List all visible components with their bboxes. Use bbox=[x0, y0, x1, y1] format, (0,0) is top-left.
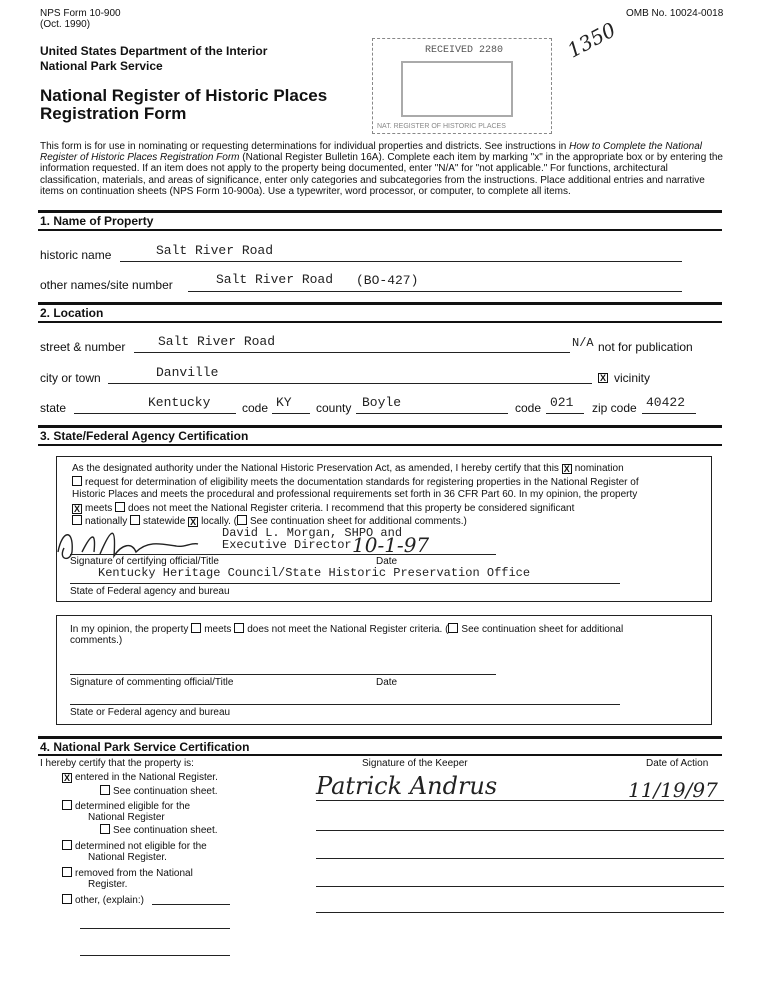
commenting-date-label: Date bbox=[376, 677, 398, 688]
opinion-meets-checkbox[interactable] bbox=[191, 623, 201, 633]
nfp-label: not for publication bbox=[598, 340, 693, 354]
cert-line-1: As the designated authority under the National Historic Preservation Act, as amended, I hereby certify that this X nomination bbox=[72, 463, 624, 474]
form-subtitle: Registration Form bbox=[40, 104, 187, 123]
county-label: county bbox=[316, 401, 352, 415]
other-names-value: Salt River Road bbox=[216, 272, 334, 287]
nomination-checkbox[interactable]: X bbox=[563, 464, 570, 474]
county-code-label: code bbox=[515, 401, 542, 415]
zip-value: 40422 bbox=[646, 395, 686, 410]
opinion-not-meet-checkbox[interactable] bbox=[234, 623, 244, 633]
historic-name-line bbox=[120, 261, 682, 262]
section-bar bbox=[38, 754, 722, 756]
keeper-line-3 bbox=[316, 858, 724, 859]
form-number: NPS Form 10-900 bbox=[40, 8, 121, 19]
historic-name-value: Salt River Road bbox=[156, 243, 274, 258]
see-continuation-2: See continuation sheet. bbox=[100, 824, 218, 836]
removed-checkbox[interactable] bbox=[62, 867, 72, 877]
keeper-line-2 bbox=[316, 830, 724, 831]
signature-line bbox=[70, 554, 496, 555]
keeper-label: Signature of the Keeper bbox=[362, 758, 468, 769]
other-names-label: other names/site number bbox=[40, 278, 173, 292]
other-line-3 bbox=[80, 955, 230, 956]
section-bar bbox=[38, 229, 722, 231]
determination-checkbox[interactable] bbox=[72, 476, 82, 486]
county-value: Boyle bbox=[362, 395, 402, 410]
street-label: street & number bbox=[40, 340, 126, 354]
date-of-action-label: Date of Action bbox=[646, 758, 709, 769]
state-value: Kentucky bbox=[148, 395, 211, 410]
vicinity-label: vicinity bbox=[614, 371, 651, 385]
signer-title: Executive Director bbox=[222, 538, 352, 552]
entered-option: X entered in the National Register. bbox=[63, 772, 218, 783]
opinion-continuation-checkbox[interactable] bbox=[448, 623, 458, 633]
code-line bbox=[272, 413, 310, 414]
not-eligible-checkbox[interactable] bbox=[62, 840, 72, 850]
stamp-inner-box bbox=[401, 61, 513, 117]
other-names-line bbox=[188, 291, 682, 292]
service-name: National Park Service bbox=[40, 59, 163, 73]
commenting-label: Signature of commenting official/Title bbox=[70, 677, 234, 688]
vicinity-checkbox[interactable] bbox=[598, 369, 611, 383]
agency-value: Kentucky Heritage Council/State Historic Preservation Office bbox=[98, 566, 531, 580]
city-line bbox=[108, 383, 592, 384]
street-value: Salt River Road bbox=[158, 334, 276, 349]
received-stamp bbox=[372, 38, 552, 134]
handwritten-number: 1350 bbox=[563, 17, 620, 63]
keeper-line-5 bbox=[316, 912, 724, 913]
eligible-option: determined eligible for the bbox=[62, 800, 190, 812]
not-eligible-label-2: National Register. bbox=[88, 852, 167, 863]
form-title: National Register of Historic Places bbox=[40, 86, 328, 105]
section4-heading: 4. National Park Service Certification bbox=[40, 740, 250, 754]
entered-checkbox[interactable]: X bbox=[63, 773, 70, 783]
see-continuation-1: See continuation sheet. bbox=[100, 785, 218, 797]
other-line-1 bbox=[152, 904, 230, 905]
cert-line-4: X meets does not meet the National Register criteria. I recommend that this property be considered significant bbox=[73, 503, 575, 514]
section-bar bbox=[38, 444, 722, 446]
continuation-checkbox-2[interactable] bbox=[100, 824, 110, 834]
zip-label: zip code bbox=[592, 401, 637, 415]
does-not-meet-checkbox[interactable] bbox=[115, 502, 125, 512]
zip-line bbox=[642, 413, 696, 414]
agency-line bbox=[70, 583, 620, 584]
intro-paragraph: This form is for use in nominating or requesting determinations for individual properties and districts. See instructions in How to Complete the National Register of Historic Places Registration Form (National Register Bulletin 16A). Complete each item by marking "x" in the appropriate box or by entering the information requested. If an item does not apply to the property being documented, enter "N/A" for "not applicable." For functions, architectural classification, materials, and areas of significance, enter only categories and subcategories from the instructions. Place additional entries and narrative items on continuation sheets (NPS Form 10-900a). Use a typewriter, word processor, or computer, to complete all items. bbox=[40, 141, 723, 197]
eligible-label-2: National Register bbox=[88, 812, 165, 823]
cert-line-2: request for determination of eligibility meets the documentation standards for registering properties in the National Register of bbox=[72, 476, 639, 488]
vicinity-check: X bbox=[599, 373, 606, 383]
keeper-line-4 bbox=[316, 886, 724, 887]
date-label: Date bbox=[376, 556, 398, 567]
certification-date: 10-1-97 bbox=[352, 533, 430, 557]
continuation-checkbox[interactable] bbox=[237, 515, 247, 525]
city-value: Danville bbox=[156, 365, 219, 380]
section-bar bbox=[38, 210, 722, 213]
section-bar bbox=[38, 321, 722, 323]
opinion-line-2: comments.) bbox=[70, 635, 123, 646]
section2-heading: 2. Location bbox=[40, 306, 104, 320]
commenting-signature-line bbox=[70, 674, 496, 675]
county-line bbox=[356, 413, 508, 414]
county-code-value: 021 bbox=[550, 395, 574, 410]
department-name: United States Department of the Interior bbox=[40, 44, 268, 58]
continuation-checkbox-1[interactable] bbox=[100, 785, 110, 795]
site-number-value: (BO-427) bbox=[356, 273, 419, 288]
certify-label: I hereby certify that the property is: bbox=[40, 758, 194, 769]
meets-checkbox[interactable]: X bbox=[73, 504, 80, 514]
other-line-2 bbox=[80, 928, 230, 929]
city-label: city or town bbox=[40, 371, 101, 385]
stamp-received-text: RECEIVED 2280 bbox=[425, 45, 504, 56]
section-bar bbox=[38, 425, 722, 428]
form-date: (Oct. 1990) bbox=[40, 19, 91, 30]
agency-label: State of Federal agency and bureau bbox=[70, 586, 230, 597]
code-value: KY bbox=[276, 395, 292, 410]
code-label: code bbox=[242, 401, 269, 415]
eligible-checkbox[interactable] bbox=[62, 800, 72, 810]
state-line bbox=[74, 413, 236, 414]
street-line bbox=[134, 352, 570, 353]
agency2-label: State or Federal agency and bureau bbox=[70, 707, 231, 718]
section-bar bbox=[38, 736, 722, 739]
locally-checkbox[interactable]: X bbox=[190, 517, 197, 527]
opinion-line-1: In my opinion, the property meets does not meet the National Register criteria. ( See continuation sheet for additional bbox=[70, 624, 624, 635]
cert-line-5: nationally statewide X locally. ( See continuation sheet for additional comments.) bbox=[72, 515, 467, 527]
removed-option: removed from the National bbox=[62, 867, 193, 879]
agency2-line bbox=[70, 704, 620, 705]
section3-heading: 3. State/Federal Agency Certification bbox=[40, 429, 249, 443]
signature-label: Signature of certifying official/Title bbox=[70, 556, 219, 567]
signer-name: David L. Morgan, SHPO and bbox=[222, 526, 403, 540]
keeper-line-1 bbox=[316, 800, 724, 801]
keeper-signature: Patrick Andrus bbox=[316, 772, 498, 800]
historic-name-label: historic name bbox=[40, 248, 112, 262]
stamp-bottom-text: NAT. REGISTER OF HISTORIC PLACES bbox=[377, 123, 506, 130]
omb-number: OMB No. 10024-0018 bbox=[626, 8, 724, 19]
other-checkbox[interactable] bbox=[62, 894, 72, 904]
nfp-value: N/A bbox=[572, 336, 594, 350]
county-code-line bbox=[546, 413, 584, 414]
action-date: 11/19/97 bbox=[628, 778, 718, 802]
cert-line-3: Historic Places and meets the procedural and professional requirements set forth in 36 CFR Part 60. In my opinion, the property bbox=[72, 489, 638, 500]
section1-heading: 1. Name of Property bbox=[40, 214, 154, 228]
state-label: state bbox=[40, 401, 67, 415]
section-bar bbox=[38, 302, 722, 305]
other-option: other, (explain:) bbox=[62, 894, 144, 906]
not-eligible-option: determined not eligible for the bbox=[62, 840, 207, 852]
removed-label-2: Register. bbox=[88, 879, 128, 890]
